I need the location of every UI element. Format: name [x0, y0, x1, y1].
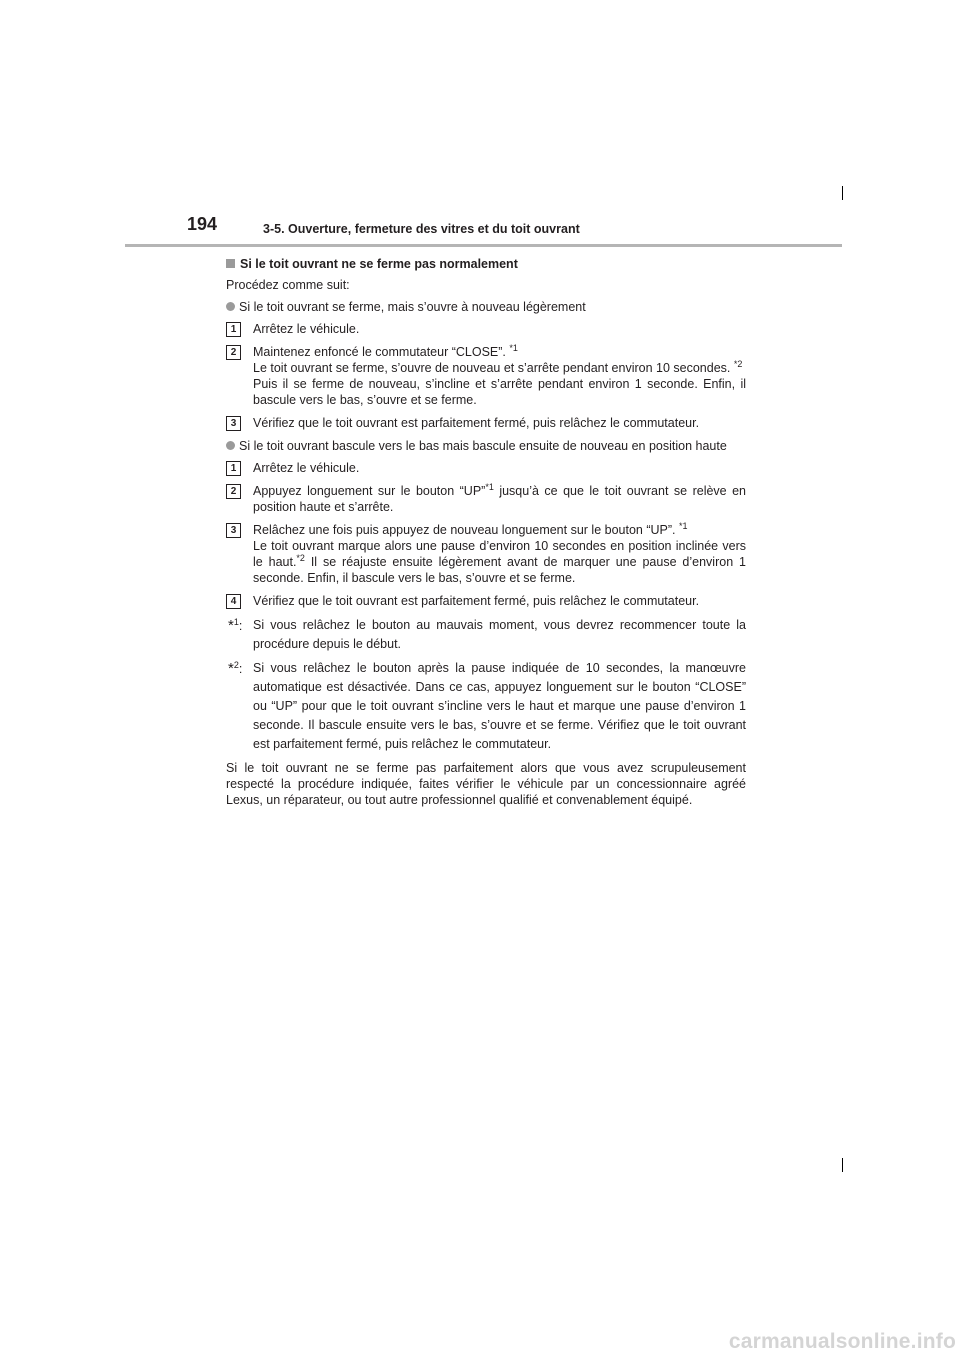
footnote-ref: *1: [485, 481, 494, 492]
step-item: 1 Arrêtez le véhicule.: [226, 460, 746, 476]
step-number-icon: 4: [226, 594, 241, 609]
footnote: *$^1$: Si vous relâchez le bouton au mauvais moment, vous devrez recommencer toute la procédure depuis le début.: [228, 616, 746, 651]
footnote: *$^2$: Si vous relâchez le bouton après la pause indiquée de 10 secondes, la manœuvre automatique est désactivée. Dans ce cas, appuyez longuement sur le bouton “CLOSE” ou “UP” pour que le toit ouvrant s’incline vers le haut et marque une pause d’environ 1 seconde. Il bascule ensuite vers le bas, s’ouvre et se ferme. Vérifiez que le toit ouvrant est parfaitement fermé, puis relâchez le commutateur.: [228, 659, 746, 751]
step-number-icon: 1: [226, 322, 241, 337]
footnote-ref: *1: [678, 520, 688, 531]
page-number: 194: [187, 214, 218, 234]
step-item: 3 Relâchez une fois puis appuyez de nouveau longuement sur le bouton “UP”. $^{*1}$ Le toit ouvrant marque alors une pause d’environ 10 secondes en position inclinée vers le haut.$^{*2}$ Il se réajuste ensuite légèrement avant de marquer une pause d’environ 1 seconde. Enfin, il bascule vers le bas, s’ouvre et se ferme.: [226, 522, 746, 586]
crop-mark-bottom: [842, 1158, 843, 1172]
square-bullet-icon: [226, 259, 235, 268]
header-rule: [125, 244, 842, 247]
case-bullet: Si le toit ouvrant bascule vers le bas mais bascule ensuite de nouveau en position haute: [226, 438, 746, 454]
footnote-ref: *2: [296, 552, 305, 563]
footnote-ref: *1: [509, 342, 518, 353]
page-content: [226, 256, 746, 814]
step-item: 3 Vérifiez que le toit ouvrant est parfaitement fermé, puis relâchez le commutateur.: [226, 415, 746, 431]
step-number-icon: 3: [226, 523, 241, 538]
case-bullet: Si le toit ouvrant se ferme, mais s’ouvre à nouveau légèrement: [226, 299, 746, 315]
step-item: 2 Maintenez enfoncé le commutateur “CLOSE”. $^{*1}$ Le toit ouvrant se ferme, s’ouvre de nouveau et s’arrête pendant environ 10 secondes. $^{*2}$ Puis il se ferme de nouveau, s’incline et s’arrête pendant environ 1 seconde. Enfin, il bascule vers le bas, s’ouvre et se ferme.: [226, 344, 746, 408]
step-number-icon: 3: [226, 416, 241, 431]
watermark-text: carmanualsonline.info: [728, 1330, 956, 1353]
step-number-icon: 2: [226, 484, 241, 499]
round-bullet-icon: [226, 302, 235, 311]
intro-text: Procédez comme suit:: [226, 278, 350, 292]
closing-paragraph: Si le toit ouvrant ne se ferme pas parfaitement alors que vous avez scrupuleusement respecté la procédure indiquée, faites vérifier le véhicule par un concessionnaire agréé Lexus, un réparateur, ou tout autre professionnel qualifié et convenablement équipé.: [226, 761, 746, 807]
chapter-title: 3-5. Ouverture, fermeture des vitres et du toit ouvrant: [263, 222, 580, 236]
step-item: 1 Arrêtez le véhicule.: [226, 321, 746, 337]
step-number-icon: 1: [226, 461, 241, 476]
step-item: 4 Vérifiez que le toit ouvrant est parfaitement fermé, puis relâchez le commutateur.: [226, 593, 746, 609]
step-item: 2 Appuyez longuement sur le bouton “UP”$^{*1}$ jusqu’à ce que le toit ouvrant se relève en position haute et s’arrête.: [226, 483, 746, 515]
footnote-ref: *2: [733, 358, 743, 369]
section-title: Si le toit ouvrant ne se ferme pas normalement: [226, 256, 746, 272]
crop-mark-top: [842, 186, 843, 200]
step-number-icon: 2: [226, 345, 241, 360]
round-bullet-icon: [226, 441, 235, 450]
